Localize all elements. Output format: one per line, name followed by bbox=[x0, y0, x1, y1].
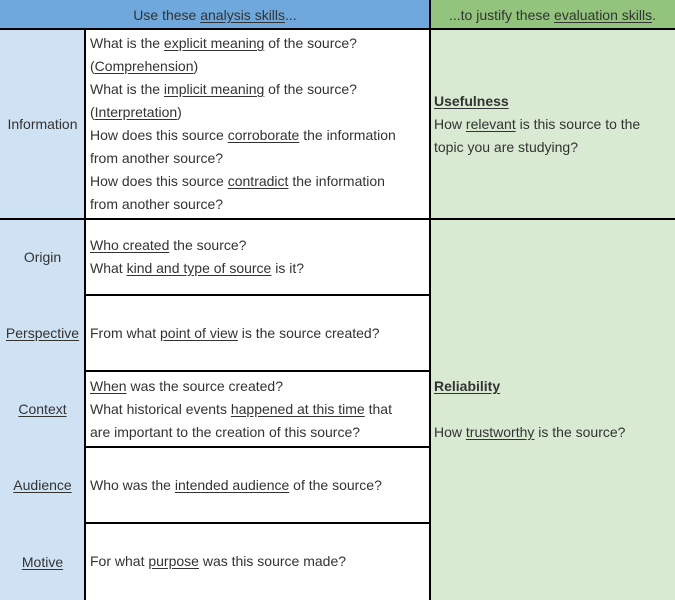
question-line: Who was the intended audience of the source? bbox=[90, 476, 382, 493]
divider bbox=[429, 0, 431, 600]
question-line: How does this source corroborate the information bbox=[90, 127, 396, 143]
questions-motive bbox=[85, 523, 430, 600]
divider bbox=[85, 294, 430, 296]
question-line: What is the implicit meaning of the source? bbox=[90, 81, 357, 97]
question-line: For what purpose was this source made? bbox=[90, 553, 347, 569]
questions-perspective bbox=[85, 295, 430, 371]
header-text: Use these analysis skills... bbox=[133, 6, 297, 23]
question-line: (Comprehension) bbox=[90, 58, 199, 74]
divider bbox=[84, 29, 86, 600]
question-line: (Interpretation) bbox=[90, 104, 182, 120]
question-line: When was the source created? bbox=[90, 377, 283, 394]
question-line: What is the explicit meaning of the source? bbox=[90, 35, 357, 51]
divider bbox=[85, 522, 430, 524]
header-text: ...to justify these evaluation skills. bbox=[448, 6, 656, 23]
questions-origin bbox=[85, 219, 430, 295]
divider bbox=[85, 446, 430, 448]
question-line: From what point of view is the source created? bbox=[90, 324, 380, 341]
row-label-context: Context bbox=[0, 371, 85, 447]
reliability-cell bbox=[430, 219, 675, 600]
row-label-information: Information bbox=[0, 29, 85, 219]
row-label-origin: Origin bbox=[0, 219, 85, 295]
evaluation-skills-header bbox=[430, 0, 675, 29]
reliability-title: Reliability bbox=[434, 378, 501, 394]
question-line: How does this source contradict the information bbox=[90, 173, 385, 189]
question-line: from another source? bbox=[90, 196, 224, 212]
questions-information bbox=[85, 29, 430, 219]
divider bbox=[0, 28, 675, 30]
question-line: Who created the source? bbox=[90, 237, 247, 253]
question-line: What kind and type of source is it? bbox=[90, 260, 305, 276]
usefulness-cell bbox=[430, 29, 675, 219]
row-label-audience: Audience bbox=[0, 447, 85, 523]
divider bbox=[85, 370, 430, 372]
question-line: from another source? bbox=[90, 150, 224, 166]
divider bbox=[0, 218, 675, 220]
analysis-skills-header bbox=[0, 0, 430, 29]
usefulness-text: How relevant is this source to the bbox=[434, 116, 641, 132]
row-label-motive: Motive bbox=[0, 523, 85, 600]
usefulness-text-line2: topic you are studying? bbox=[434, 139, 578, 155]
questions-context bbox=[85, 371, 430, 447]
question-line: What historical events happened at this time that bbox=[90, 400, 392, 417]
usefulness-title: Usefulness bbox=[434, 93, 509, 109]
question-line: are important to the creation of this source? bbox=[90, 423, 361, 440]
questions-audience bbox=[85, 447, 430, 523]
row-label-perspective: Perspective bbox=[0, 295, 85, 371]
reliability-text: How trustworthy is the source? bbox=[434, 424, 626, 440]
